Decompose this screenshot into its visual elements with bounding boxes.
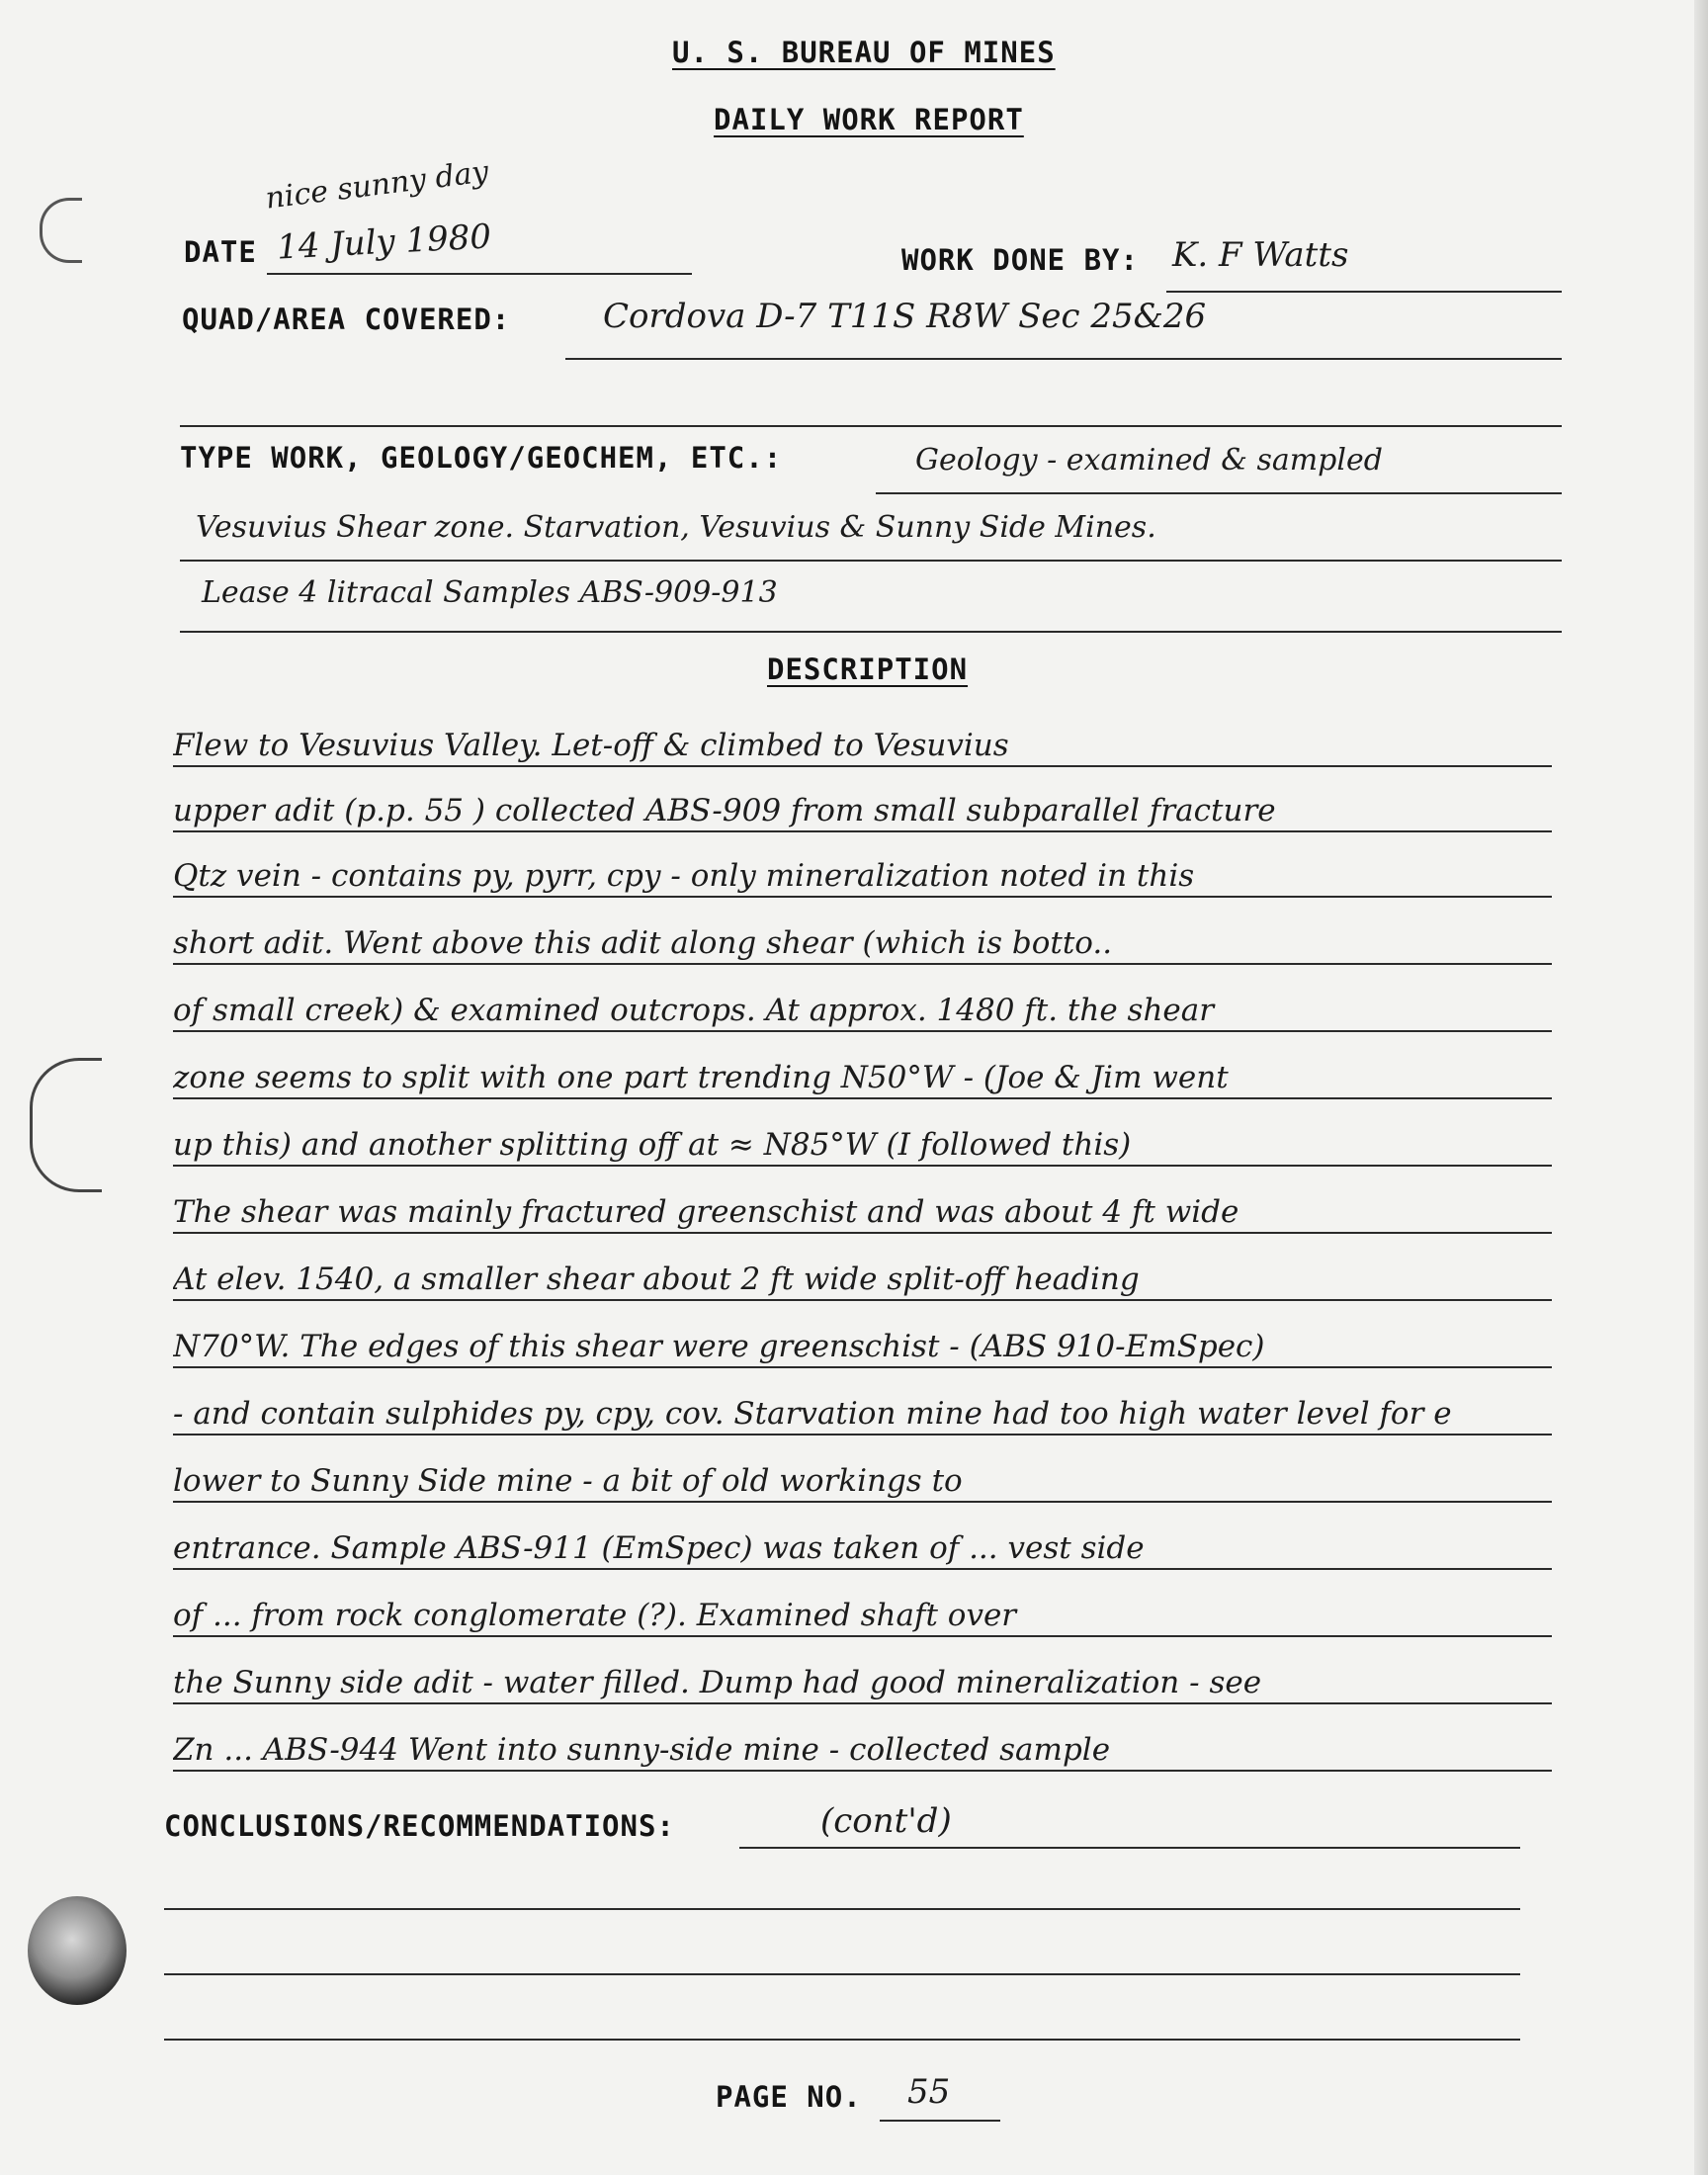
description-line: At elev. 1540, a smaller shear about 2 ft wide split-off heading <box>173 1260 1552 1301</box>
page-number-underline <box>880 2120 1000 2122</box>
description-line: upper adit (p.p. 55 ) collected ABS-909 from small subparallel fracture <box>173 791 1552 832</box>
conclusions-value: (cont'd) <box>820 1801 952 1841</box>
quad-value: Cordova D-7 T11S R8W Sec 25&26 <box>603 297 1207 336</box>
work-done-by-value: K. F Watts <box>1172 235 1349 275</box>
work-done-by-label: WORK DONE BY: <box>901 243 1139 277</box>
description-line: short adit. Went above this adit along shear (which is botto.. <box>173 923 1552 965</box>
margin-paren-mark <box>30 1058 102 1192</box>
description-line: - and contain sulphides py, cpy, cov. Starvation mine had too high water level for e <box>173 1394 1552 1436</box>
date-underline <box>267 273 692 275</box>
description-heading: DESCRIPTION <box>767 652 969 686</box>
description-line: lower to Sunny Side mine - a bit of old workings to <box>173 1461 1552 1503</box>
work-done-by-underline <box>1166 291 1562 293</box>
description-line: Qtz vein - contains py, pyrr, cpy - only mineralization noted in this <box>173 856 1552 898</box>
page-number-value: 55 <box>907 2072 951 2112</box>
description-line: up this) and another splitting off at ≈ N85°W (I followed this) <box>173 1125 1552 1167</box>
conclusions-label: CONCLUSIONS/RECOMMENDATIONS: <box>164 1809 675 1843</box>
conclusions-underline-1 <box>739 1847 1520 1849</box>
description-line: of small creek) & examined outcrops. At approx. 1480 ft. the shear <box>173 991 1552 1032</box>
quad-underline <box>565 358 1562 360</box>
conclusions-underline-2 <box>164 1908 1520 1910</box>
type-work-underline-2 <box>180 560 1562 562</box>
weather-note: nice sunny day <box>263 154 491 217</box>
type-work-line-1: Geology - examined & sampled <box>915 443 1383 478</box>
date-label: DATE <box>184 235 257 269</box>
type-work-underline-3 <box>180 631 1562 633</box>
description-line: the Sunny side adit - water filled. Dump had good mineralization - see <box>173 1663 1552 1704</box>
agency-title: U. S. BUREAU OF MINES <box>672 36 1056 69</box>
description-line: The shear was mainly fractured greenschist and was about 4 ft wide <box>173 1192 1552 1234</box>
type-work-line-2: Vesuvius Shear zone. Starvation, Vesuvius & Sunny Side Mines. <box>196 510 1156 545</box>
conclusions-underline-3 <box>164 1973 1520 1975</box>
description-line: Zn ... ABS-944 Went into sunny-side mine - collected sample <box>173 1730 1552 1772</box>
punch-hole <box>28 1896 127 2005</box>
report-title: DAILY WORK REPORT <box>714 103 1024 136</box>
conclusions-underline-4 <box>164 2039 1520 2041</box>
description-line: of ... from rock conglomerate (?). Examined shaft over <box>173 1596 1552 1637</box>
description-line: zone seems to split with one part trending N50°W - (Joe & Jim went <box>173 1058 1552 1099</box>
margin-bracket-mark <box>40 198 82 263</box>
type-work-underline-1 <box>876 492 1562 494</box>
quad-label: QUAD/AREA COVERED: <box>182 303 511 336</box>
description-line: Flew to Vesuvius Valley. Let-off & climbed to Vesuvius <box>173 726 1552 767</box>
type-work-label: TYPE WORK, GEOLOGY/GEOCHEM, ETC.: <box>180 441 783 475</box>
description-line: entrance. Sample ABS-911 (EmSpec) was taken of ... vest side <box>173 1528 1552 1570</box>
page-number-label: PAGE NO. <box>716 2080 862 2114</box>
description-line: N70°W. The edges of this shear were greenschist - (ABS 910-EmSpec) <box>173 1327 1552 1368</box>
type-work-line-3: Lease 4 litracal Samples ABS-909-913 <box>202 575 778 610</box>
quad-extra-line <box>180 425 1562 427</box>
page-edge-shadow <box>1694 0 1708 2175</box>
date-value: 14 July 1980 <box>276 217 492 268</box>
